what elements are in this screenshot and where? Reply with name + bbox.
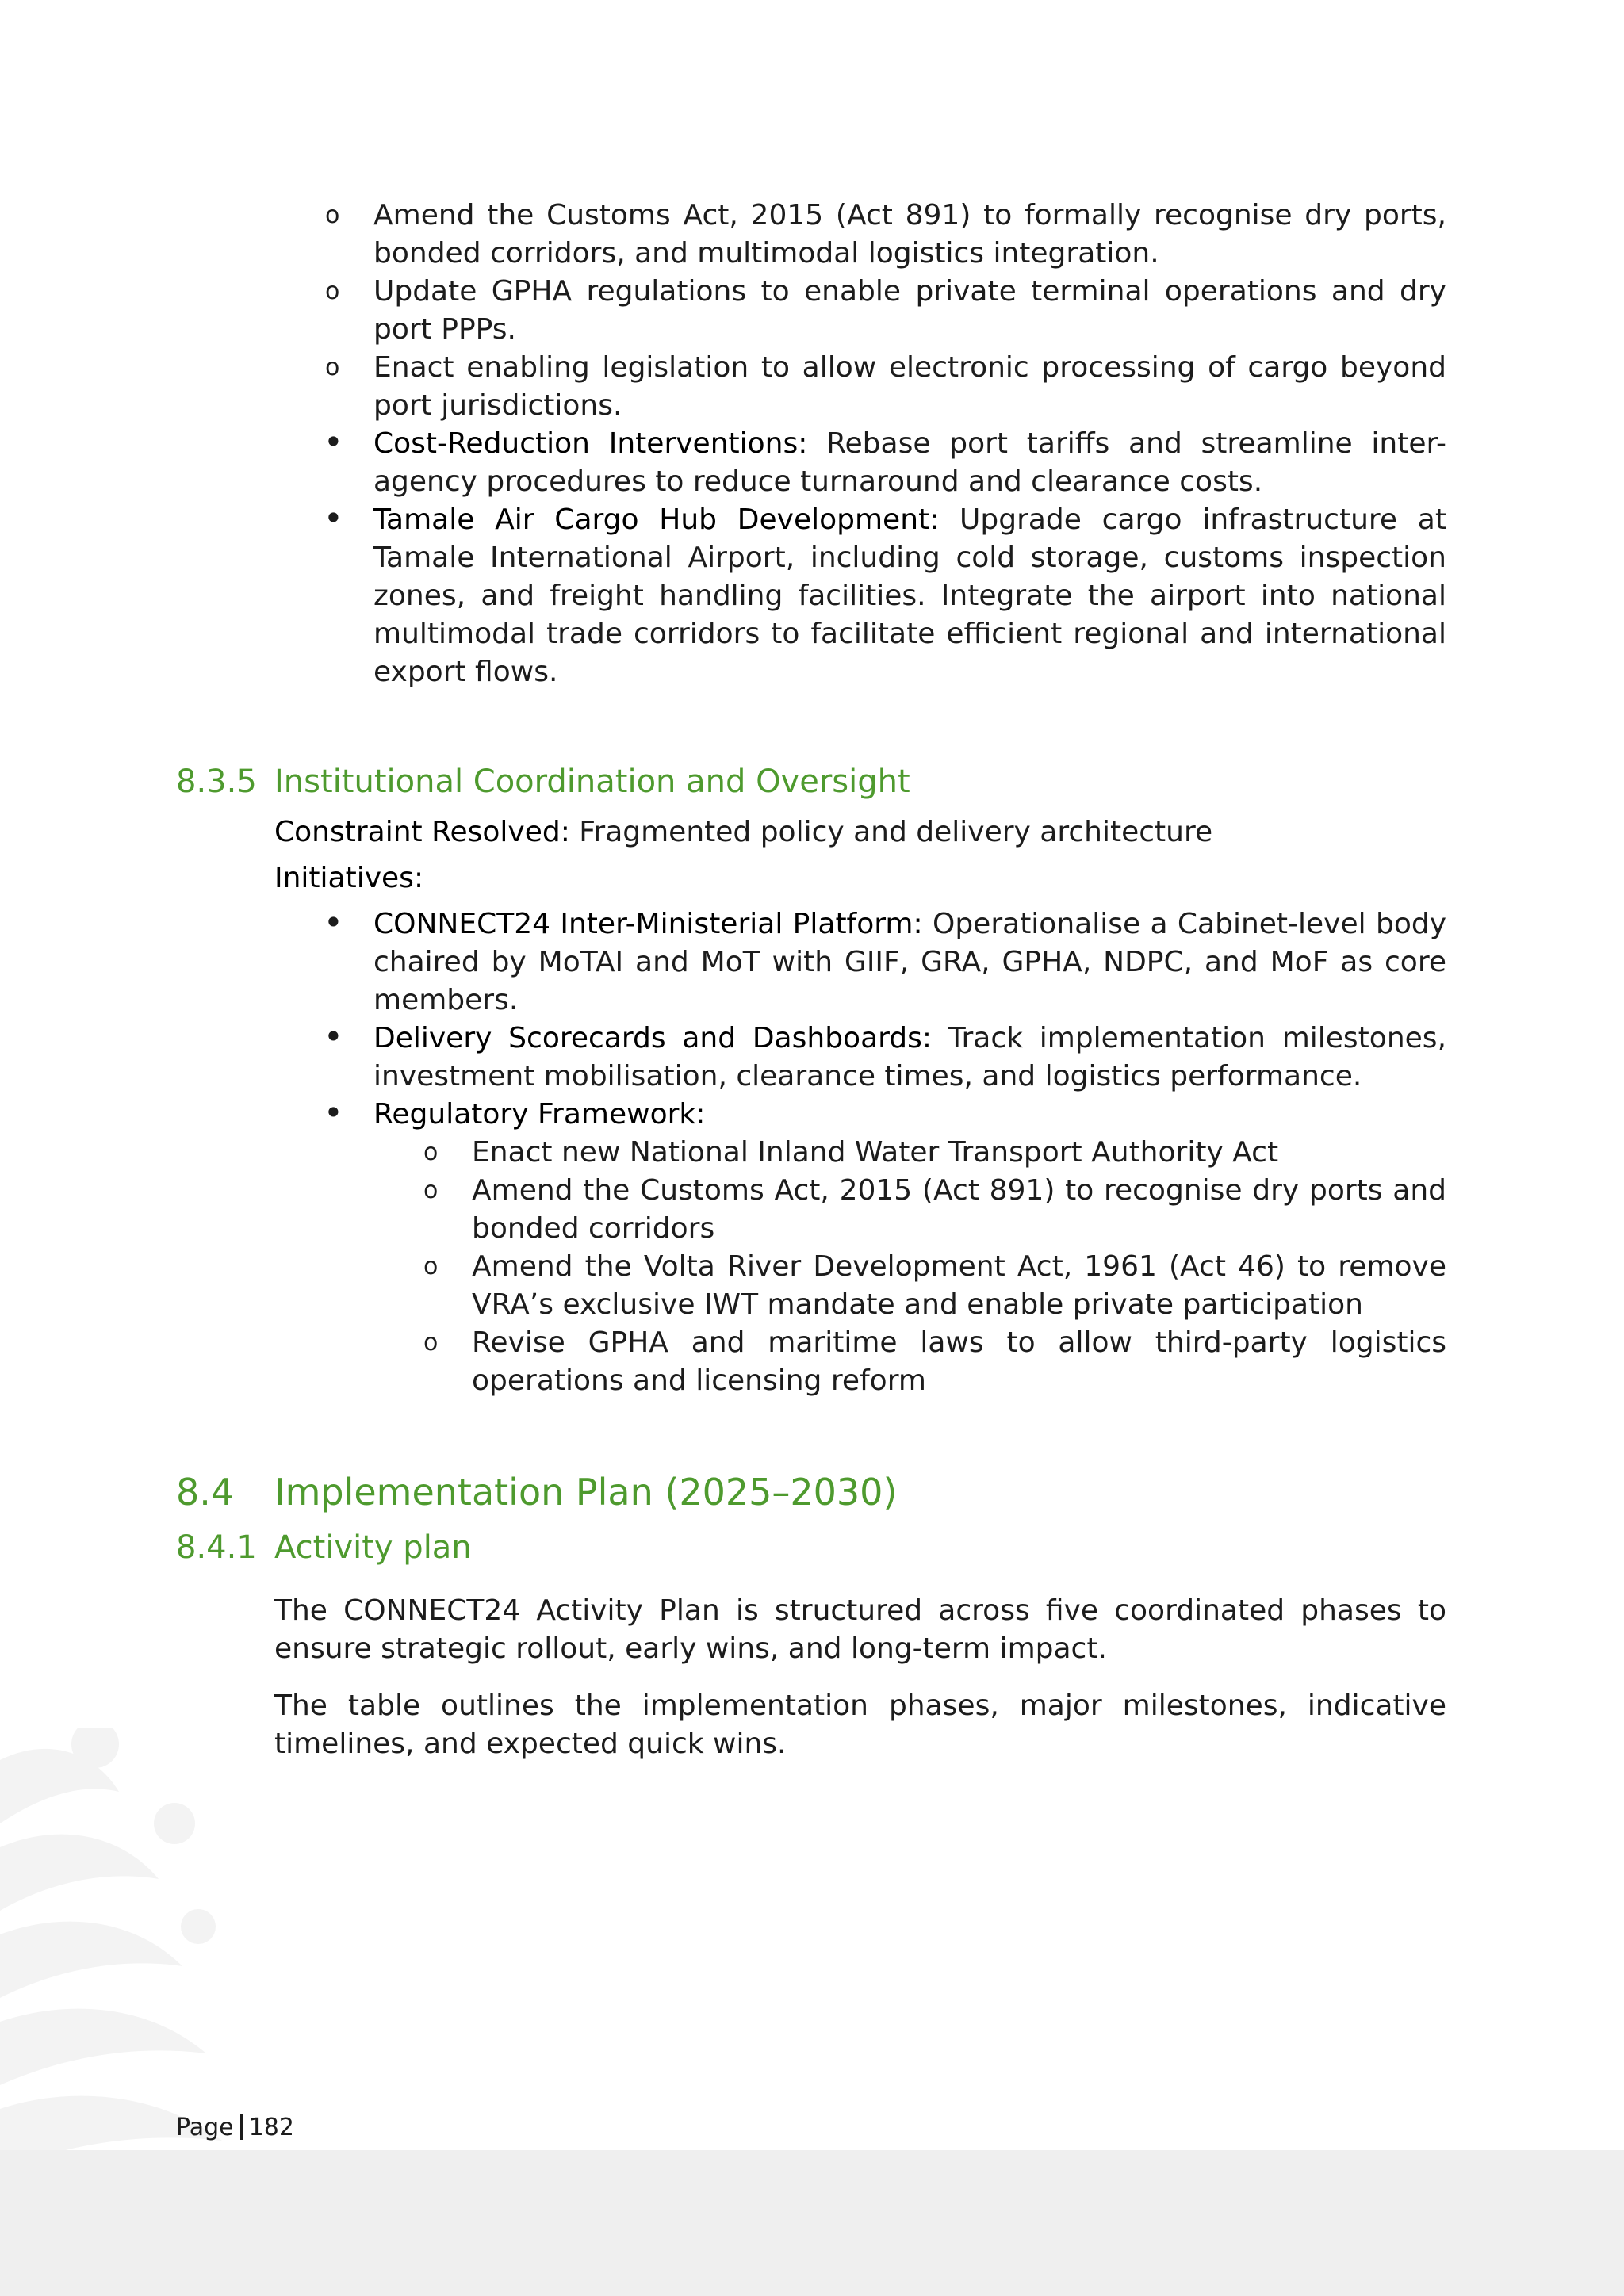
regulatory-sub-list (176, 1134, 1446, 1400)
paragraph: The CONNECT24 Activity Plan is structured across five coordinated phases to ensure strategic rollout, early wins, and long-term impact. (274, 1594, 1446, 1665)
continued-bullet-list (176, 425, 1446, 691)
list-item (324, 423, 1446, 501)
list-item (325, 273, 1446, 349)
item-label: Regulatory Framework: (373, 1098, 706, 1131)
list-item (423, 1324, 1446, 1400)
list-item (423, 1248, 1446, 1324)
section-heading-8-4-1 (176, 1527, 1446, 1568)
section-title: Implementation Plan (2025–2030) (274, 1471, 898, 1513)
list-item-text: Amend the Volta River Development Act, 1961 (Act 46) to remove VRA’s exclusive IWT mandate and enable private participation (472, 1250, 1446, 1321)
section-number: 8.3.5 (176, 763, 257, 800)
list-item-text: Amend the Customs Act, 2015 (Act 891) to recognise dry ports and bonded corridors (472, 1174, 1446, 1245)
list-item-text: Revise GPHA and maritime laws to allow third-party logistics operations and licensing reform (472, 1326, 1446, 1397)
list-item (325, 349, 1446, 425)
list-item-text: Enact enabling legislation to allow electronic processing of cargo beyond port jurisdictions. (373, 351, 1446, 422)
list-item (324, 1017, 1446, 1096)
bullet-icon: • (324, 903, 343, 942)
footer-band (0, 2150, 1624, 2296)
item-label: Tamale Air Cargo Hub Development: (373, 503, 940, 536)
list-item (325, 197, 1446, 273)
page-number (176, 2112, 294, 2144)
section-number: 8.4 (176, 1471, 235, 1513)
list-item (324, 499, 1446, 691)
section-heading-8-4 (176, 1468, 1446, 1516)
paragraph: The table outlines the implementation phases, major milestones, indicative timelines, and expected quick wins. (274, 1689, 1446, 1760)
main-content (176, 197, 1446, 1763)
item-label: Cost-Reduction Interventions: (373, 427, 808, 460)
item-label: Delivery Scorecards and Dashboards: (373, 1022, 933, 1054)
item-label: CONNECT24 Inter-Ministerial Platform: (373, 908, 923, 940)
section-heading-8-3-5 (176, 761, 1446, 802)
page-number-value: 182 (248, 2114, 294, 2141)
list-item-text: Amend the Customs Act, 2015 (Act 891) to formally recognise dry ports, bonded corridors, and multimodal logistics integration. (373, 199, 1446, 270)
item-text: Rebase port tariffs and streamline inter-agency procedures to reduce turnaround and clearance costs. (373, 427, 1446, 498)
section-number: 8.4.1 (176, 1529, 257, 1566)
list-item (423, 1172, 1446, 1248)
constraint-text: Fragmented policy and delivery architecture (569, 816, 1213, 848)
circle-bullet-icon: o (325, 277, 340, 305)
section-title: Institutional Coordination and Oversight (274, 763, 910, 800)
list-item (423, 1134, 1446, 1172)
list-item (324, 1093, 1446, 1134)
constraint-line (274, 813, 1446, 851)
page-label: Page (176, 2114, 234, 2141)
bullet-icon: • (324, 499, 343, 538)
circle-bullet-icon: o (423, 1138, 439, 1166)
circle-bullet-icon: o (423, 1253, 439, 1280)
list-item-text: Update GPHA regulations to enable private terminal operations and dry port PPPs. (373, 275, 1446, 346)
circle-bullet-icon: o (423, 1329, 439, 1357)
bullet-icon: • (324, 1017, 343, 1056)
circle-bullet-icon: o (325, 354, 340, 381)
section-title: Activity plan (274, 1529, 472, 1566)
bullet-icon: • (324, 423, 343, 461)
page-separator (240, 2114, 243, 2140)
continued-sub-list (176, 197, 1446, 425)
list-item-text: Enact new National Inland Water Transport Authority Act (472, 1136, 1279, 1169)
item-text: Upgrade cargo infrastructure at Tamale International Airport, including cold storage, customs inspection zones, and freight handling facilities. Integrate the airport into national multimodal trade corridors to facilitate efficient regional and international export flows. (373, 503, 1446, 688)
list-item (324, 903, 1447, 1020)
initiatives-label: Initiatives: (274, 862, 424, 894)
bullet-icon: • (324, 1093, 343, 1132)
item-text: Track implementation milestones, investment mobilisation, clearance times, and logistics performance. (373, 1022, 1446, 1093)
initiatives-list (176, 905, 1446, 1134)
circle-bullet-icon: o (325, 201, 340, 229)
constraint-label: Constraint Resolved: (274, 816, 570, 848)
item-text: Operationalise a Cabinet-level body chaired by MoTAI and MoT with GIIF, GRA, GPHA, NDPC, and MoF as core members. (373, 908, 1447, 1016)
circle-bullet-icon: o (423, 1177, 439, 1204)
